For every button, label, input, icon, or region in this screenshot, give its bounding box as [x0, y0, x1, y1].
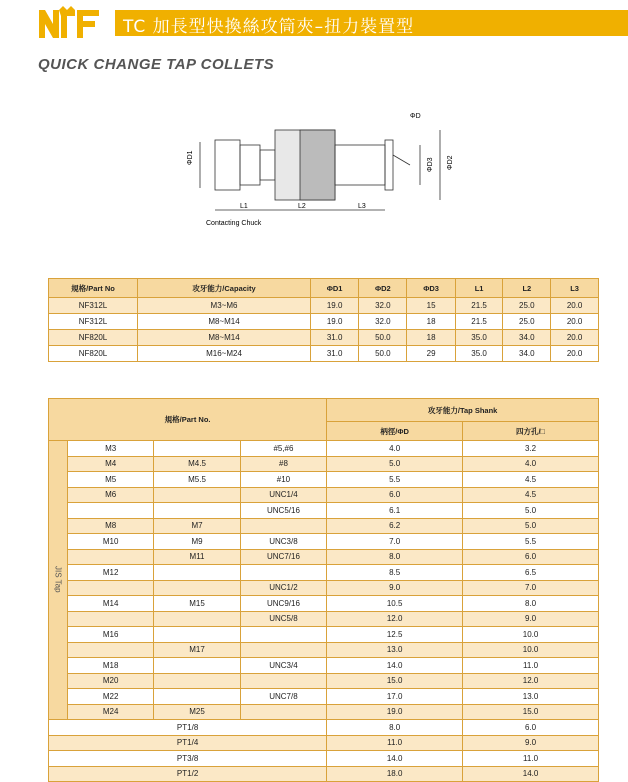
table-row — [49, 751, 599, 767]
phi-d1-label: ΦD1 — [187, 150, 194, 165]
cell: 11.0 — [327, 735, 463, 751]
cell: 11.0 — [463, 658, 599, 674]
cell — [68, 549, 154, 565]
cell: M9 — [154, 534, 240, 550]
cell: 18 — [407, 314, 455, 330]
table-row — [49, 642, 599, 658]
cell: #10 — [240, 472, 327, 488]
cell: M20 — [68, 673, 154, 689]
cell: NF820L — [49, 330, 138, 346]
table-row — [49, 720, 599, 736]
table-row — [49, 472, 599, 488]
cell: M10 — [68, 534, 154, 550]
cell: M8 — [68, 518, 154, 534]
cell — [68, 611, 154, 627]
table-row — [49, 330, 599, 346]
collet-spec-table — [48, 278, 599, 362]
cell: 32.0 — [359, 314, 407, 330]
cell: 9.0 — [463, 735, 599, 751]
cell: 18.0 — [327, 766, 463, 782]
cell: M8~M14 — [138, 314, 311, 330]
phi-d-label: ΦD — [410, 113, 421, 120]
cell: 6.0 — [463, 549, 599, 565]
cell: 20.0 — [551, 298, 599, 314]
title-bar — [115, 10, 628, 36]
cell: 50.0 — [359, 346, 407, 362]
l1-label: L1 — [240, 203, 248, 210]
col-capacity: 攻牙能力/Capacity — [138, 279, 311, 298]
phi-d3-label: ΦD3 — [427, 157, 434, 172]
cell — [240, 627, 327, 643]
cell: M17 — [154, 642, 240, 658]
cell: #5,#6 — [240, 441, 327, 457]
cell: 17.0 — [327, 689, 463, 705]
cell — [240, 565, 327, 581]
cell: #8 — [240, 456, 327, 472]
l2-label: L2 — [298, 203, 306, 210]
nf-logo — [37, 6, 107, 40]
col-l3: L3 — [551, 279, 599, 298]
cell: 21.5 — [455, 298, 503, 314]
cell: M6 — [68, 487, 154, 503]
section-subtitle: QUICK CHANGE TAP COLLETS — [38, 56, 275, 73]
cell: 6.1 — [327, 503, 463, 519]
cell: M16~M24 — [138, 346, 311, 362]
cell: UNC5/16 — [240, 503, 327, 519]
cell: 9.0 — [463, 611, 599, 627]
cell: M16 — [68, 627, 154, 643]
cell: 7.0 — [463, 580, 599, 596]
cell: 14.0 — [327, 751, 463, 767]
cell: 15 — [407, 298, 455, 314]
cell: 35.0 — [455, 346, 503, 362]
cell: 4.5 — [463, 487, 599, 503]
cell: M18 — [68, 658, 154, 674]
contacting-chuck-label: Contacting Chuck — [206, 220, 262, 227]
cell: 13.0 — [463, 689, 599, 705]
cell: 31.0 — [311, 346, 359, 362]
cell: UNC3/8 — [240, 534, 327, 550]
cell — [154, 580, 240, 596]
cell: UNC7/16 — [240, 549, 327, 565]
cell: 8.0 — [463, 596, 599, 612]
cell — [240, 642, 327, 658]
cell: 4.5 — [463, 472, 599, 488]
cell: 9.0 — [327, 580, 463, 596]
cell: M15 — [154, 596, 240, 612]
cell: M3~M6 — [138, 298, 311, 314]
cell: 35.0 — [455, 330, 503, 346]
col-square-hole: 四方孔/□ — [463, 422, 599, 441]
cell: 19.0 — [311, 298, 359, 314]
cell: 11.0 — [463, 751, 599, 767]
cell: UNC9/16 — [240, 596, 327, 612]
cell: 15.0 — [463, 704, 599, 720]
table-row — [49, 673, 599, 689]
cell: 4.0 — [463, 456, 599, 472]
cell: 20.0 — [551, 330, 599, 346]
cell: 5.0 — [463, 503, 599, 519]
cell: PT1/8 — [49, 720, 327, 736]
cell: UNC7/8 — [240, 689, 327, 705]
table-row — [49, 766, 599, 782]
page-title: TC 加長型快換絲攻筒夾–扭力裝置型 — [123, 17, 415, 37]
cell: 8.0 — [327, 720, 463, 736]
cell: PT1/2 — [49, 766, 327, 782]
col-d3: ΦD3 — [407, 279, 455, 298]
table-row — [49, 689, 599, 705]
tap-shank-table — [48, 398, 599, 782]
table-row — [49, 627, 599, 643]
cell — [68, 503, 154, 519]
cell: M3 — [68, 441, 154, 457]
cell: M8~M14 — [138, 330, 311, 346]
col-d1: ΦD1 — [311, 279, 359, 298]
cell: 8.0 — [327, 549, 463, 565]
cell: 10.0 — [463, 627, 599, 643]
cell: 14.0 — [463, 766, 599, 782]
cell — [154, 441, 240, 457]
cell: M5 — [68, 472, 154, 488]
cell: 25.0 — [503, 314, 551, 330]
cell: UNC5/8 — [240, 611, 327, 627]
table-row — [49, 346, 599, 362]
cell: 12.5 — [327, 627, 463, 643]
cell: UNC3/4 — [240, 658, 327, 674]
cell: 13.0 — [327, 642, 463, 658]
cell: M22 — [68, 689, 154, 705]
table-row — [49, 441, 599, 457]
cell: M11 — [154, 549, 240, 565]
cell: 10.5 — [327, 596, 463, 612]
cell — [154, 611, 240, 627]
cell: 5.5 — [327, 472, 463, 488]
l3-label: L3 — [358, 203, 366, 210]
cell — [154, 565, 240, 581]
cell: M25 — [154, 704, 240, 720]
cell: UNC1/2 — [240, 580, 327, 596]
cell: 4.0 — [327, 441, 463, 457]
cell — [240, 518, 327, 534]
table-row — [49, 704, 599, 720]
collet-drawing — [170, 100, 470, 240]
cell: M7 — [154, 518, 240, 534]
cell — [154, 627, 240, 643]
cell: 12.0 — [463, 673, 599, 689]
cell: 19.0 — [327, 704, 463, 720]
table-header-row — [49, 279, 599, 298]
cell: 12.0 — [327, 611, 463, 627]
cell — [240, 673, 327, 689]
cell: 34.0 — [503, 346, 551, 362]
cell: 7.0 — [327, 534, 463, 550]
cell: NF312L — [49, 298, 138, 314]
cell: 3.2 — [463, 441, 599, 457]
cell: NF820L — [49, 346, 138, 362]
col-l1: L1 — [455, 279, 503, 298]
cell — [154, 658, 240, 674]
table-row — [49, 658, 599, 674]
cell: 10.0 — [463, 642, 599, 658]
cell: 25.0 — [503, 298, 551, 314]
cell: 6.0 — [463, 720, 599, 736]
tap-shank-header: 攻牙能力/Tap Shank — [327, 399, 599, 422]
cell — [154, 503, 240, 519]
cell: M24 — [68, 704, 154, 720]
cell: 14.0 — [327, 658, 463, 674]
jis-tap-text: JIS Tap — [53, 565, 63, 593]
cell: M4.5 — [154, 456, 240, 472]
cell: 21.5 — [455, 314, 503, 330]
table-row — [49, 298, 599, 314]
cell: 5.5 — [463, 534, 599, 550]
table-row — [49, 580, 599, 596]
cell — [154, 487, 240, 503]
table-row — [49, 487, 599, 503]
cell: NF312L — [49, 314, 138, 330]
table-row — [49, 314, 599, 330]
cell: 15.0 — [327, 673, 463, 689]
cell: 6.0 — [327, 487, 463, 503]
col-part-no: 規格/Part No — [49, 279, 138, 298]
table-row — [49, 611, 599, 627]
table-row — [49, 503, 599, 519]
cell — [68, 642, 154, 658]
jis-tap-side-label — [49, 441, 68, 720]
col-d2: ΦD2 — [359, 279, 407, 298]
cell: 20.0 — [551, 314, 599, 330]
cell — [240, 704, 327, 720]
cell — [154, 689, 240, 705]
cell: 50.0 — [359, 330, 407, 346]
table-row — [49, 456, 599, 472]
cell — [68, 580, 154, 596]
cell: 20.0 — [551, 346, 599, 362]
cell: 6.5 — [463, 565, 599, 581]
cell: 5.0 — [463, 518, 599, 534]
cell: M14 — [68, 596, 154, 612]
part-no-header: 規格/Part No. — [49, 399, 327, 441]
table-header-row — [49, 399, 599, 422]
cell: PT3/8 — [49, 751, 327, 767]
table-row — [49, 735, 599, 751]
cell: 5.0 — [327, 456, 463, 472]
phi-d2-label: ΦD2 — [447, 155, 454, 170]
cell: UNC1/4 — [240, 487, 327, 503]
cell: PT1/4 — [49, 735, 327, 751]
table-row — [49, 518, 599, 534]
cell — [154, 673, 240, 689]
cell: 34.0 — [503, 330, 551, 346]
cell: M5.5 — [154, 472, 240, 488]
cell: M12 — [68, 565, 154, 581]
table-row — [49, 565, 599, 581]
cell: 32.0 — [359, 298, 407, 314]
table-row — [49, 534, 599, 550]
cell: 31.0 — [311, 330, 359, 346]
cell: M4 — [68, 456, 154, 472]
cell: 8.5 — [327, 565, 463, 581]
col-shank-diameter: 柄徑/ΦD — [327, 422, 463, 441]
col-l2: L2 — [503, 279, 551, 298]
table-row — [49, 549, 599, 565]
cell: 29 — [407, 346, 455, 362]
cell: 18 — [407, 330, 455, 346]
cell: 19.0 — [311, 314, 359, 330]
table-row — [49, 596, 599, 612]
cell: 6.2 — [327, 518, 463, 534]
